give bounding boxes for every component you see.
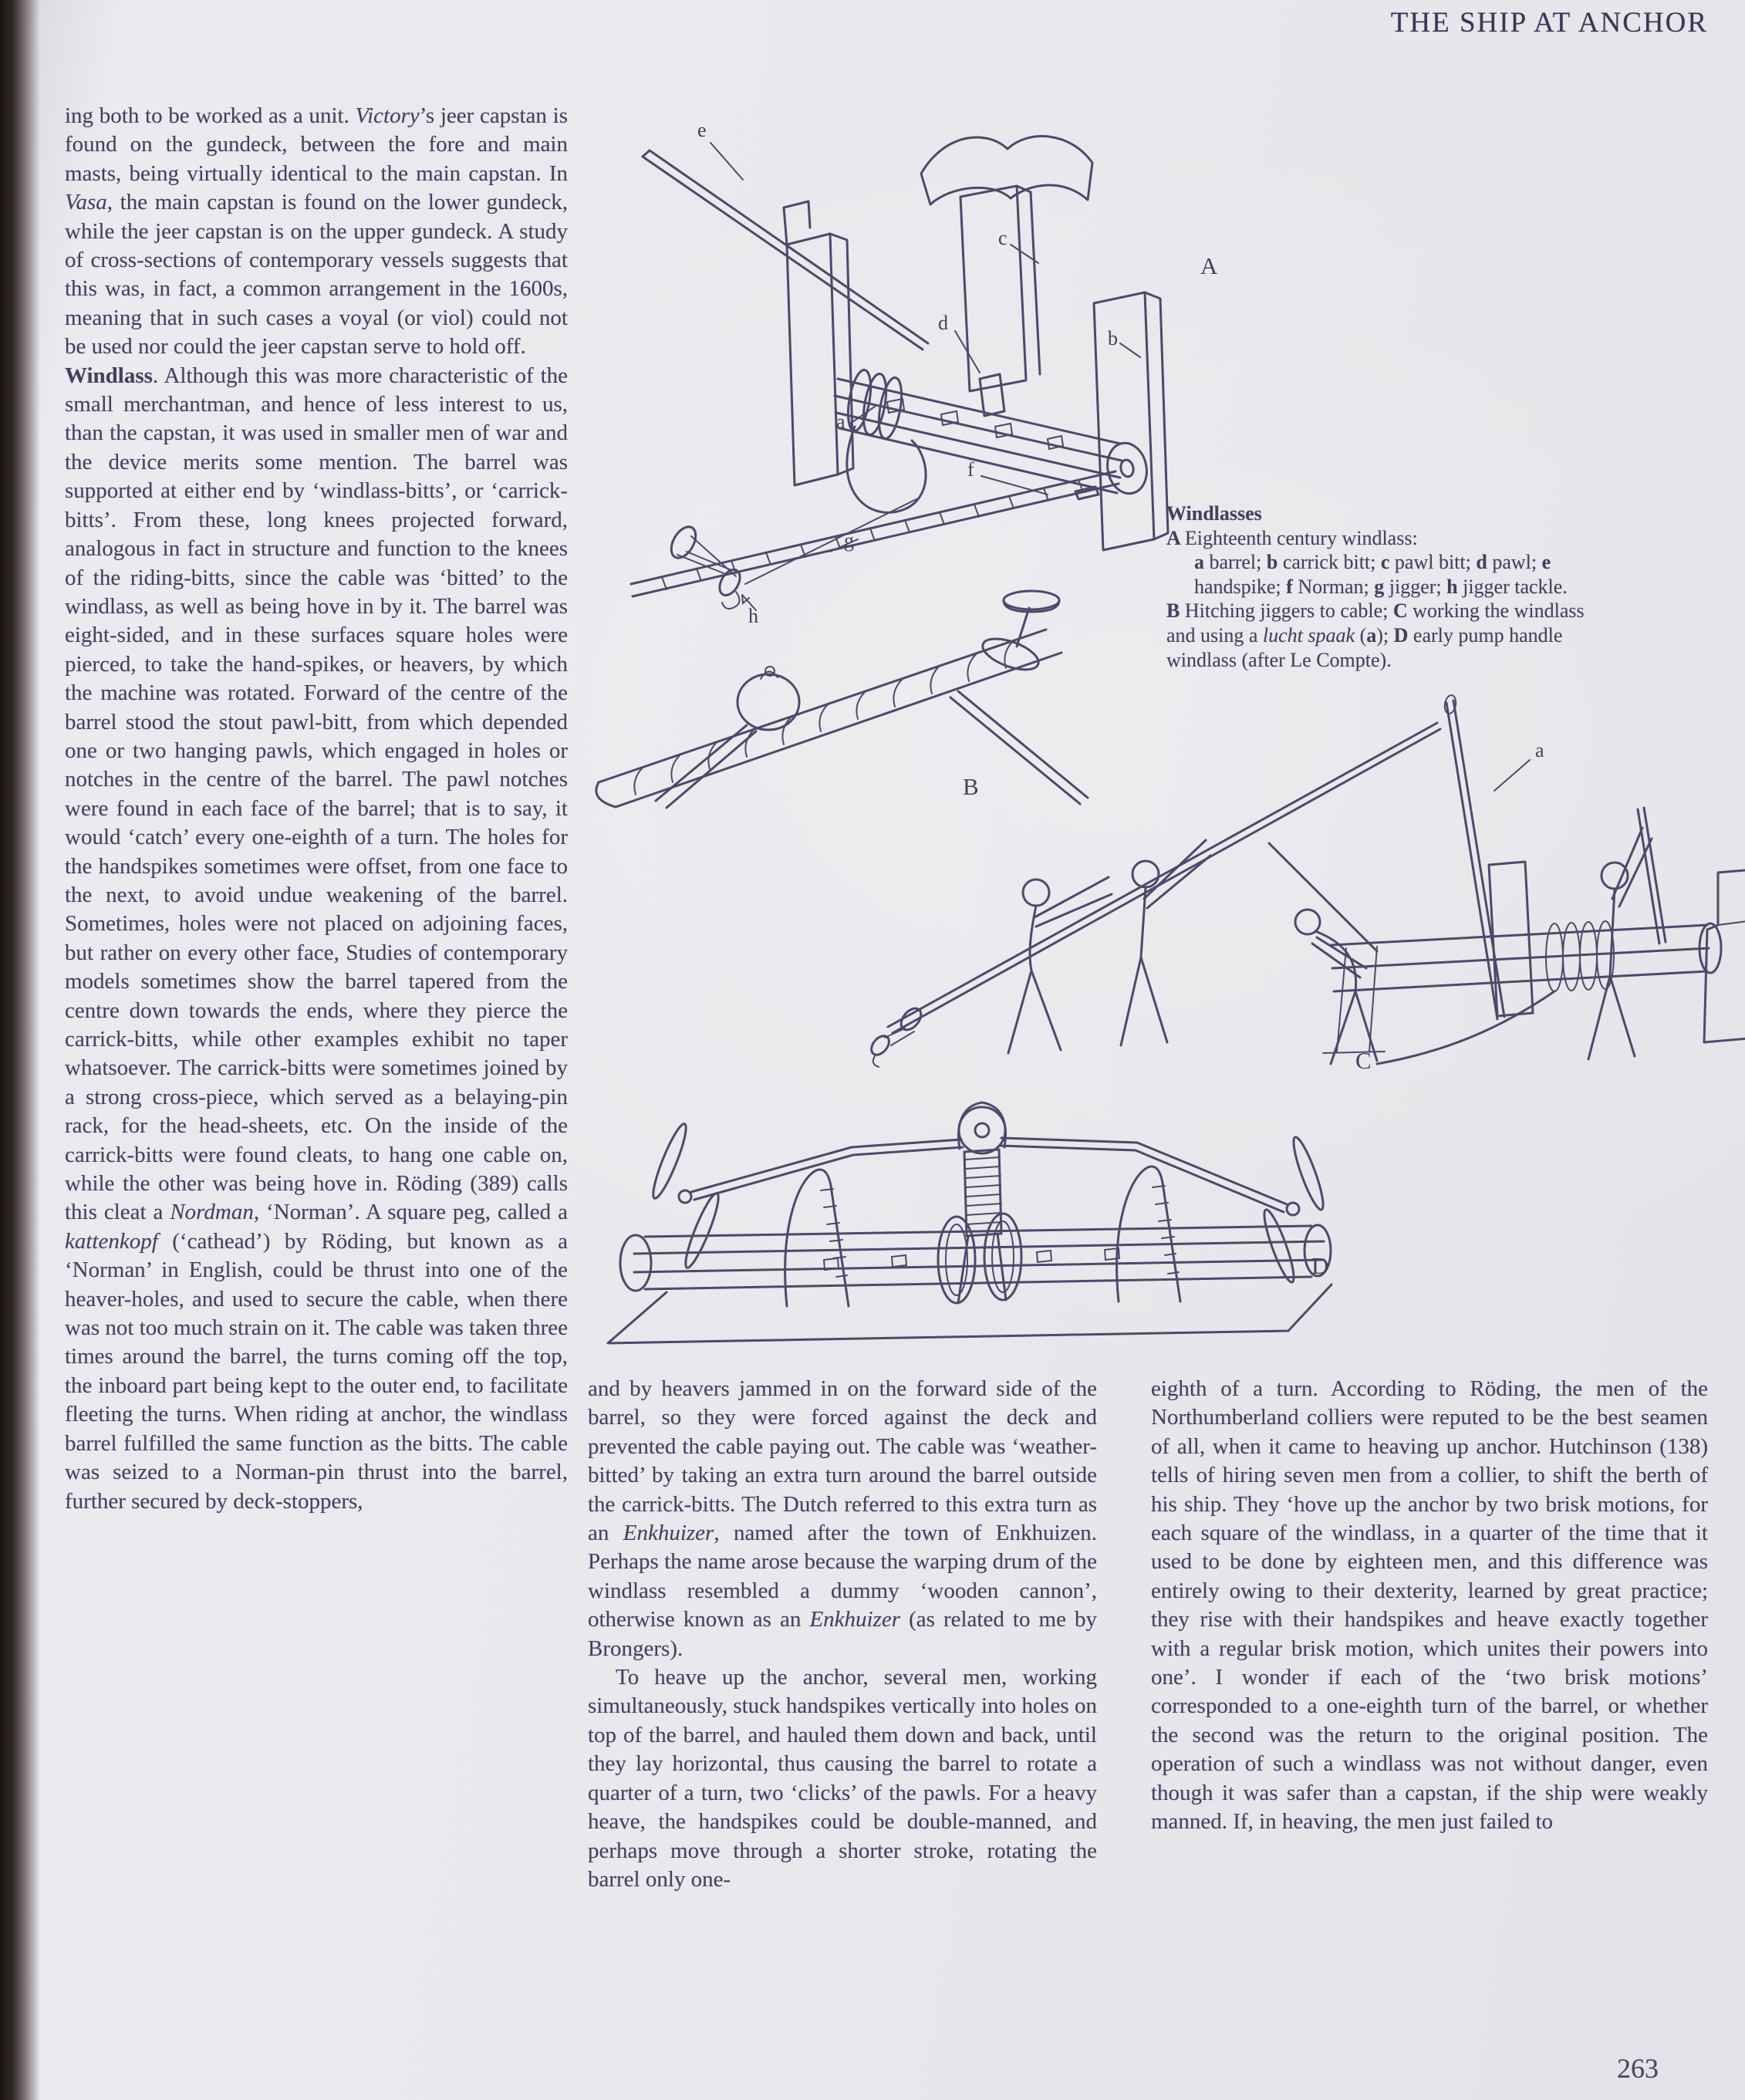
figure-a-label-f: f bbox=[967, 458, 974, 481]
text-column-middle: and by heavers jammed in on the forward side of the barrel, so they were forced against the deck and prevented the cable paying out. The cable was ‘weather-bitted’ by taking an extra turn around the barrel outside the carrick-bitts. The Dutch referred to this extra turn as an Enkhuizer, named after the town of Enkhuizen. Perhaps the name arose because the warping drum of the windlass resembled a dummy ‘wooden cannon’, otherwise known as an Enkhuizer (as related to me by Brongers). To heave up the anchor, several men, working simultaneously, stuck handspikes vertically into holes on top of the barrel, and hauled them down and back, until they lay horizontal, thus causing the barrel to rotate a quarter of a turn, two ‘clicks’ of the pawls. For a heavy heave, the handspikes could be double-manned, and perhaps move through a shorter stroke, rotating the barrel only one- bbox=[588, 1376, 1097, 1892]
pump-column-drawing bbox=[958, 1102, 1006, 1303]
figure-a-label-e: e bbox=[697, 119, 707, 141]
pawl-drawing bbox=[980, 374, 1004, 416]
sailor-figure-2 bbox=[1121, 840, 1210, 1045]
support-bitts-drawing bbox=[785, 1166, 1180, 1306]
long-sweep-drawing bbox=[868, 723, 1440, 1067]
deck-drawing bbox=[608, 1285, 1332, 1343]
running-header: THE SHIP AT ANCHOR bbox=[1390, 7, 1708, 39]
lucht-spaak-drawing bbox=[1443, 694, 1530, 1019]
text-column-left: ing both to be worked as a unit. Victory’s jeer capstan is found on the gundeck, between the fore and main masts, being virtually identical to the main capstan. In Vasa, the main capstan is found on the lower gundeck, while the jeer capstan is on the upper gundeck. A study of cross-sections of contemporary vessels suggests that this was, in fact, a common arrangement in the 1600s, meaning that in such cases a voyal (or viol) could not be used nor could the jeer capstan serve to hold off. Windlass. Although this was more characteristic of the small merchantman, and hence of less interest to us, than the capstan, it was used in smaller men of war and the device merits some mention. The barrel was supported at either end by ‘windlass-bitts’, or ‘carrick-bitts’. From these, long knees projected forward, analogous in fact in structure and function to the knees of the riding-bitts, since the cable was ‘bitted’ to the windlass, as well as being hove in by it. The barrel was eight-sided, and in these surfaces square holes were pierced, to take the hand-spikes, or heavers, by which the machine was rotated. Forward of the centre of the barrel stood the stout pawl-bitt, from which depended one or two hanging pawls, which engaged in holes or notches in the centre of the barrel. The pawl notches were found in each face of the barrel; that is to say, it would ‘catch’ every one-eighth of a turn. The holes for the handspikes sometimes were offset, from one face to the next, to avoid undue weakening of the barrel. Sometimes, holes were not placed on adjoining faces, but rather on every other face, Studies of contemporary models sometimes show the barrel tapered from the centre down towards the ends, where they pierce the carrick-bitts, while other examples exhibit no taper whatsoever. The carrick-bitts were sometimes joined by a strong cross-piece, which served as a belaying-pin rack, for the head-sheets, etc. On the inside of the carrick-bitts were found cleats, to hang one cable on, while the other was being hove in. Röding (389) calls this cleat a Nordman, ‘Norman’. A square peg, called a kattenkopf (‘cathead’) by Röding, but known as a ‘Norman’ in English, could be thrust into one of the heaver-holes, and used to secure the cable, when there was not too much strain on it. The cable was taken three times around the barrel, the turns coming off the top, the inboard part being kept to the outer end, to facilitate fleeting the turns. When riding at anchor, the windlass barrel fulfilled the same function as the bitts. The cable was seized to a Norman-pin thrust into the barrel, further secured by deck-stoppers, bbox=[65, 103, 568, 1514]
sailor-figure-3 bbox=[1295, 910, 1377, 1064]
figure-c-label-a: a bbox=[1535, 739, 1544, 761]
pawl-bitt-drawing bbox=[921, 137, 1092, 391]
text-column-right: eighth of a turn. According to Röding, the men of the Northumberland colliers were reputed to be the best seamen of all, when it came to heaving up anchor. Hutchinson (138) tells of hiring seven men from a collier, to shift the berth of his ship. They ‘hove up the anchor by two brisk motions, for each square of the windlass, in a quarter of the time that it used to be done by eighteen men, and this difference was entirely owing to their dexterity, learned by great practice; they rise with their handspikes and heave exactly together with a regular brisk motion, which unites their powers into one’. I wonder if each of the ‘two brisk motions’ corresponded to a one-eighth turn of the barrel, or whether the second was the return to the original position. The operation of such a windlass was not without danger, even though it was safer than a capstan, if the ship were weakly manned. If, in heaving, the men just failed to bbox=[1151, 1376, 1708, 1835]
figure-a-label: A bbox=[1200, 252, 1218, 279]
figure-a-label-a: a bbox=[836, 410, 845, 433]
windlass-barrel-drawing bbox=[1323, 808, 1745, 1064]
figure-c-label: C bbox=[1355, 1047, 1372, 1074]
figure-d-pump-windlass-drawing bbox=[592, 1075, 1364, 1379]
jigger-rope-drawing bbox=[745, 499, 916, 584]
left-carrick-bitt-drawing bbox=[784, 201, 853, 485]
pump-handles-drawing bbox=[648, 1121, 1328, 1285]
figure-a-label-g: g bbox=[844, 529, 854, 552]
figure-d-label: D bbox=[1311, 1252, 1329, 1279]
rope-coils-drawing bbox=[844, 368, 926, 512]
figure-c-working-drawing bbox=[837, 689, 1743, 1079]
toggle-drawing bbox=[979, 591, 1059, 676]
figure-caption: Windlasses A Eighteenth century windlass: a barrel; b carrick bitt; c pawl bitt; d pawl; e handspike; f Norman; g jigger; h jigger tackle. B Hitching jiggers to cable; C working the windlass and using a lucht spaak (a); D early pump handle windlass (after Le Compte). bbox=[1166, 502, 1585, 671]
handspike-e-drawing bbox=[643, 150, 928, 349]
figure-a-label-d: d bbox=[938, 312, 948, 334]
page-gutter-shadow bbox=[0, 0, 40, 2100]
page-number: 263 bbox=[1617, 2053, 1659, 2084]
figure-a-label-h: h bbox=[748, 605, 758, 627]
figure-b-label: B bbox=[963, 773, 979, 800]
figure-a-label-b: b bbox=[1108, 327, 1118, 349]
ratchet-gears-drawing bbox=[938, 1214, 1021, 1303]
sailor-figure-1 bbox=[1008, 877, 1112, 1053]
right-carrick-bitt-drawing bbox=[1094, 292, 1168, 550]
figure-a-label-c: c bbox=[998, 227, 1008, 249]
